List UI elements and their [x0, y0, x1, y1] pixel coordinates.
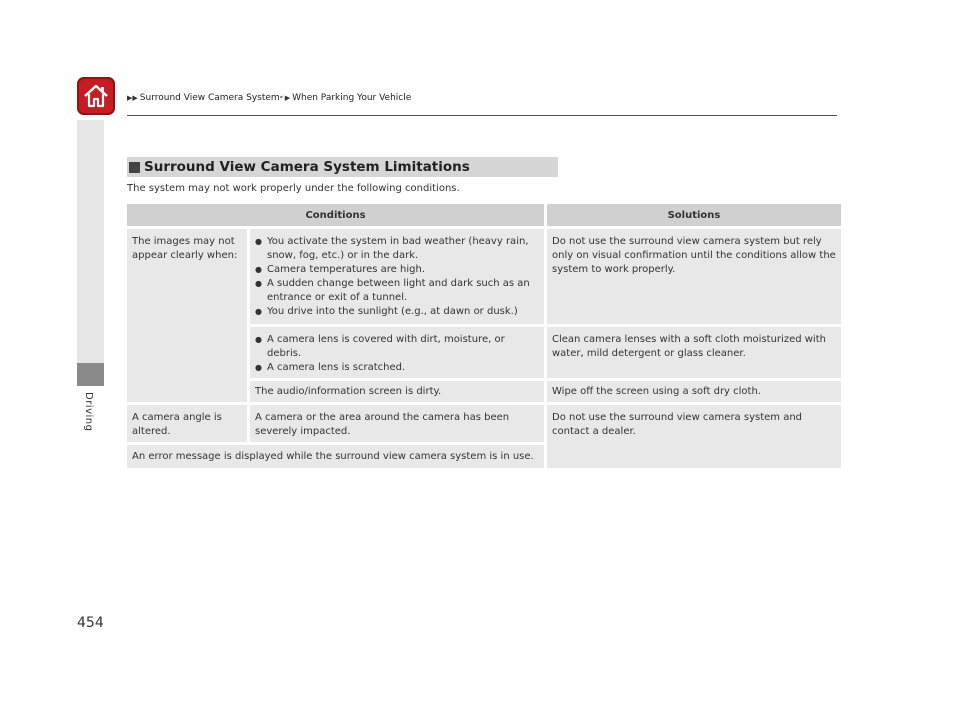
list-item: ● A sudden change between light and dark such as an entrance or exit of a tunnel.: [255, 277, 539, 305]
table-row-1-condition: [250, 229, 544, 324]
section-heading: [127, 157, 558, 177]
table-row-4-condition: A camera or the area around the camera has been severely impacted.: [250, 405, 544, 442]
table-row-2-solution: Clean camera lenses with a soft cloth moisturized with water, mild detergent or glass cleaner.: [547, 327, 841, 378]
section-title: Surround View Camera System Limitations: [144, 159, 470, 175]
table-row-2-condition: [250, 327, 544, 378]
table-row-3-condition: The audio/information screen is dirty.: [250, 381, 544, 402]
intro-text: The system may not work properly under the following conditions.: [127, 183, 460, 194]
breadcrumb-item-surround-view[interactable]: Surround View Camera System: [139, 93, 280, 103]
table-row-3-solution: Wipe off the screen using a soft dry cloth.: [547, 381, 841, 402]
table-row-1-solution: Do not use the surround view camera system but rely only on visual confirmation until the conditions allow the system to work properly.: [547, 229, 841, 324]
side-tab-marker: [77, 363, 104, 386]
table-row-5-condition: An error message is displayed while the surround view camera system is in use.: [127, 445, 544, 468]
condition-group-label: The images may not appear clearly when:: [127, 229, 247, 402]
list-item: ● You activate the system in bad weather (heavy rain, snow, fog, etc.) or in the dark.: [255, 235, 539, 263]
header-solutions: Solutions: [547, 204, 841, 226]
header-conditions: Conditions: [127, 204, 544, 226]
home-button[interactable]: [77, 77, 115, 115]
home-icon: [82, 83, 110, 109]
breadcrumb-item-parking[interactable]: When Parking Your Vehicle: [292, 93, 412, 103]
list-item: ● A camera lens is scratched.: [255, 361, 539, 375]
chapter-label: Driving: [83, 392, 94, 432]
square-bullet-icon: [129, 162, 140, 173]
list-item: ● A camera lens is covered with dirt, moisture, or debris.: [255, 333, 539, 361]
breadcrumb-asterisk: *: [279, 94, 283, 102]
side-tab-track: [77, 120, 104, 363]
triangle-right-icon: ▶▶: [127, 94, 138, 102]
table-row-4-solution: Do not use the surround view camera system and contact a dealer.: [547, 405, 841, 468]
header-divider: [127, 115, 837, 116]
page-number: 454: [77, 615, 104, 631]
breadcrumb: [127, 93, 411, 103]
list-item: ● You drive into the sunlight (e.g., at dawn or dusk.): [255, 305, 539, 319]
triangle-right-icon: ▶: [284, 94, 291, 102]
table-row-4-label: A camera angle is altered.: [127, 405, 247, 442]
list-item: ● Camera temperatures are high.: [255, 263, 539, 277]
